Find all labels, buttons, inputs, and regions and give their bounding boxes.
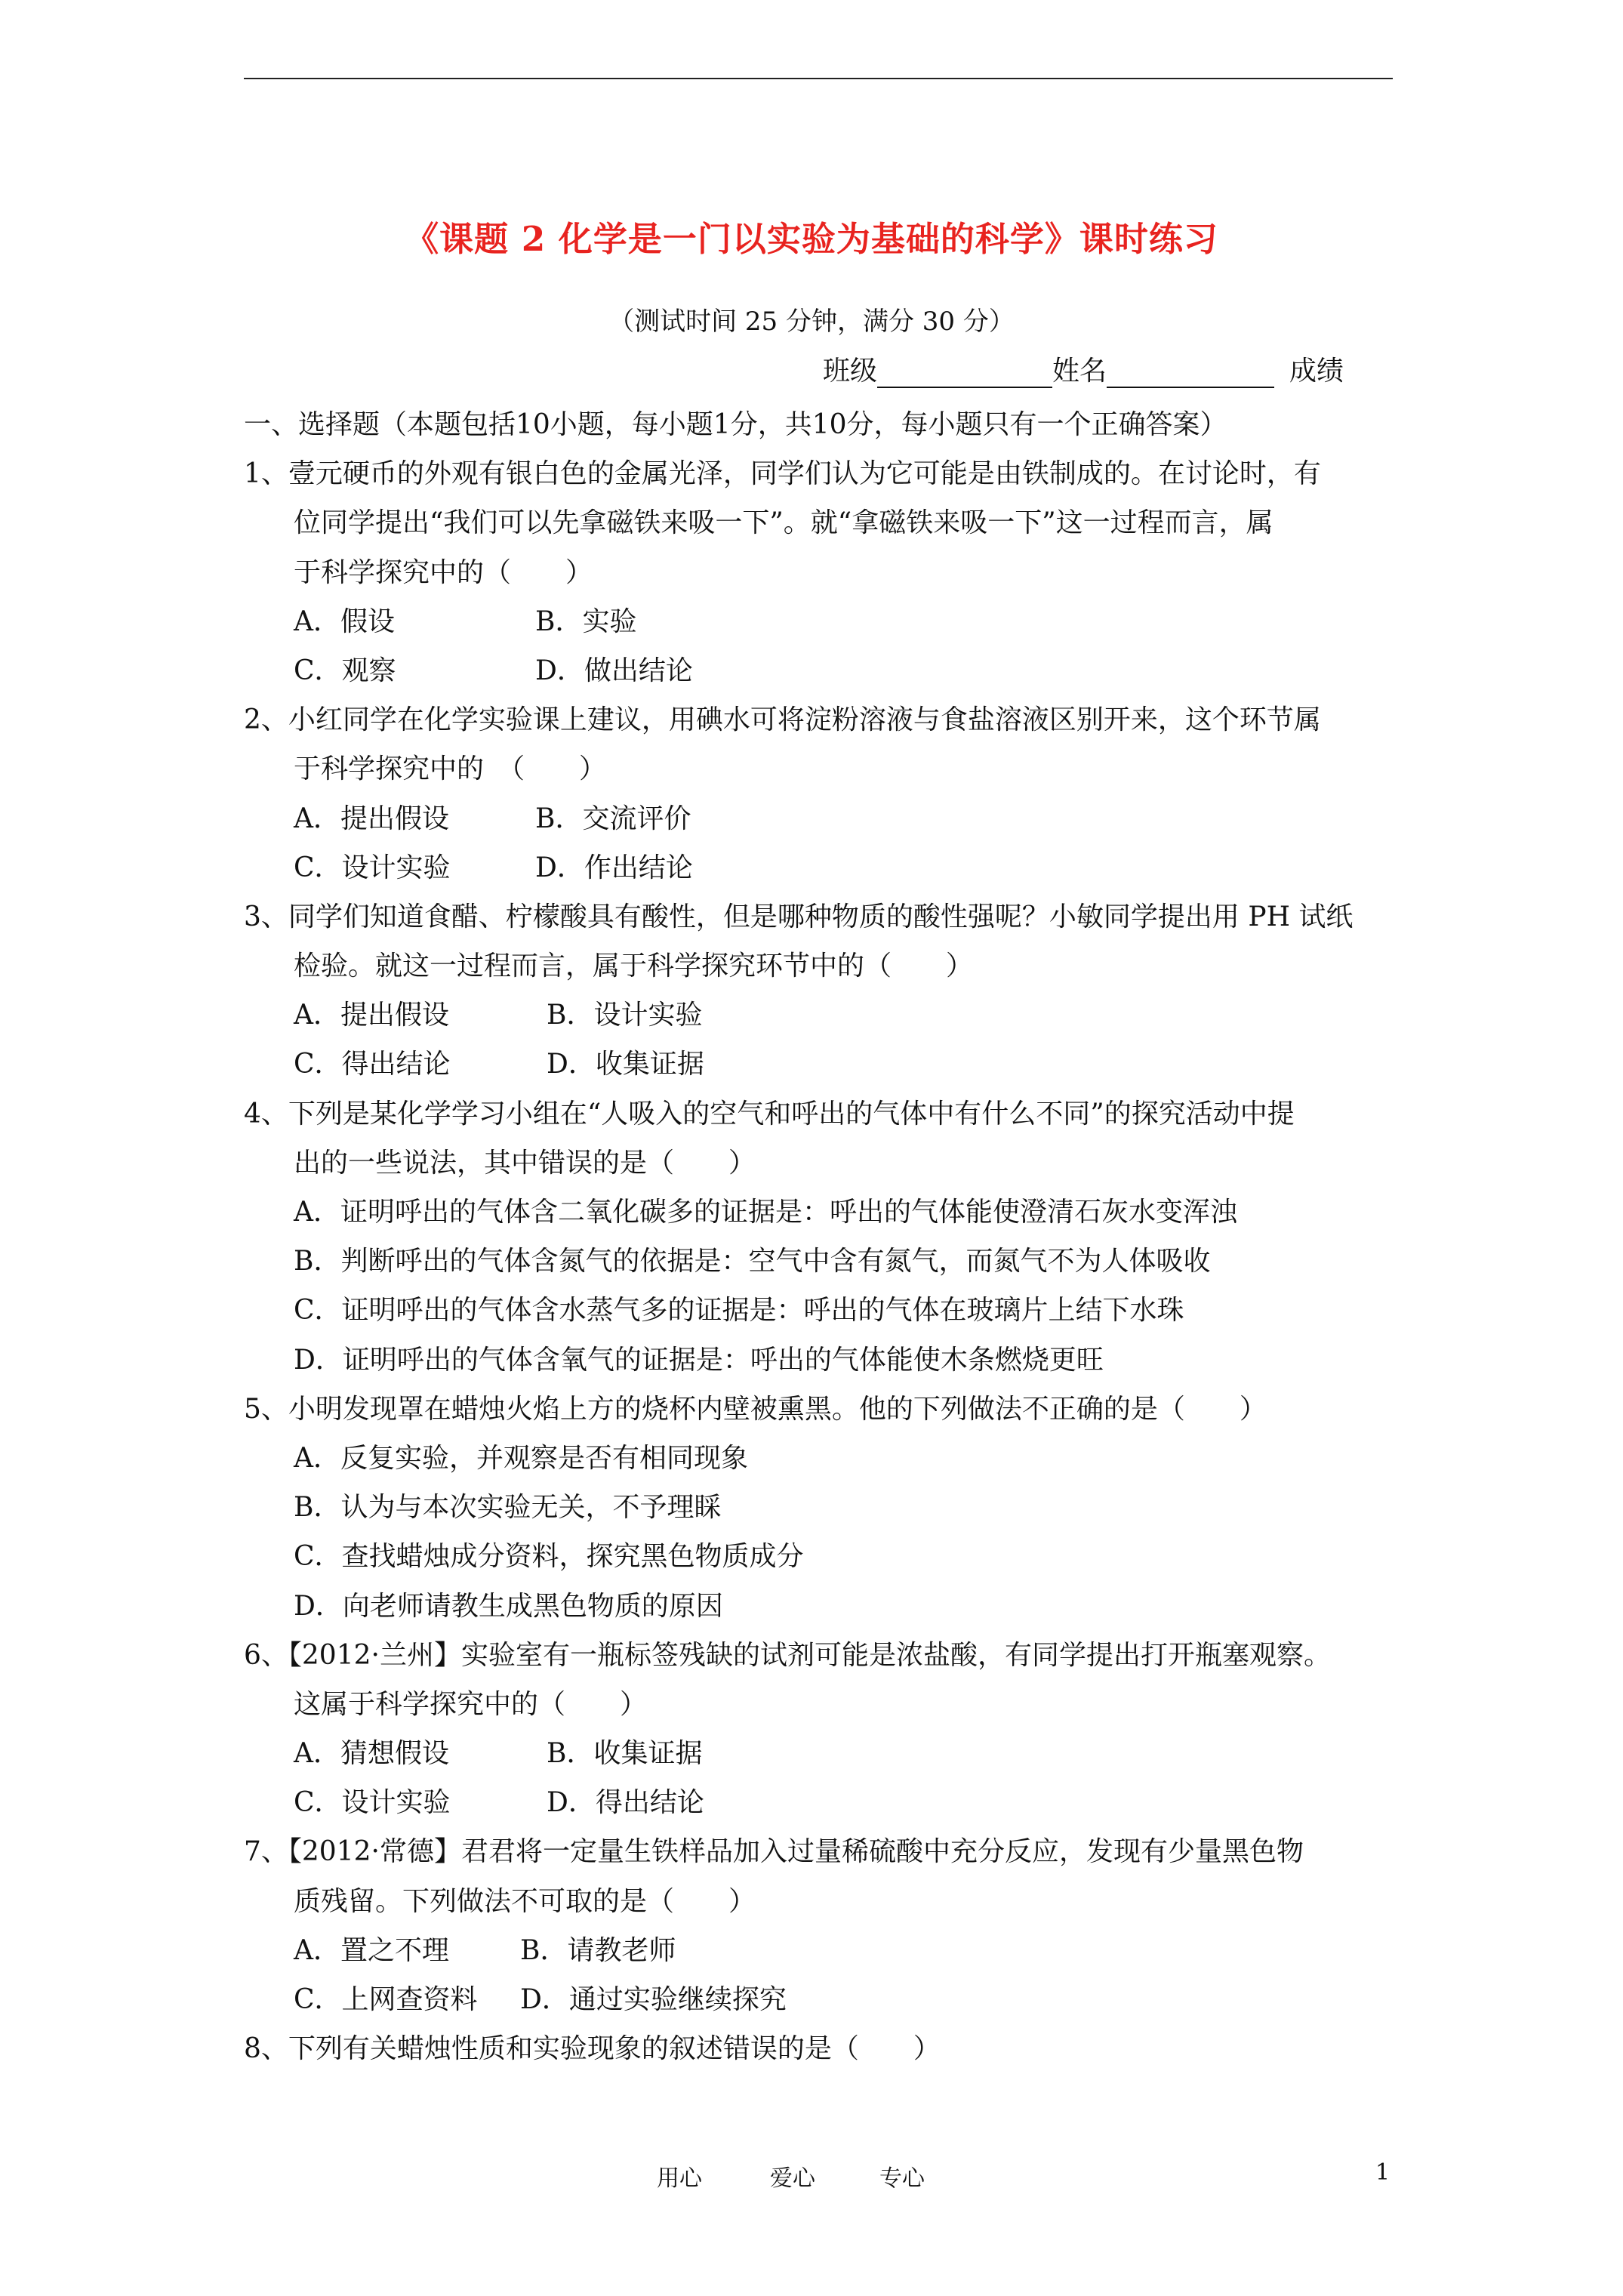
question-text: 于科学探究中的（ ） [294,556,593,588]
option-b: B．设计实验 [547,1000,703,1031]
footer-text-3: 专心 [879,2165,925,2192]
option-b: B．实验 [535,606,637,637]
option-d: D．做出结论 [535,655,693,686]
page-number: 1 [1375,2159,1390,2186]
option-row [244,1040,1395,1089]
option-row [244,1729,1395,1778]
option-row [244,1926,1395,1975]
option-row [244,597,1395,646]
class-blank[interactable] [877,361,1052,388]
name-blank[interactable] [1107,361,1274,388]
question-text: 8、下列有关蜡烛性质和实验现象的叙述错误的是（ ） [244,2033,941,2065]
score-label: 成绩 [1289,356,1344,387]
question-5 [244,1385,1395,1631]
option-row [244,646,1395,695]
option-a: A．假设 [294,606,395,637]
option-b: B．请教老师 [520,1934,676,1966]
option-a: A．提出假设 [294,1000,449,1031]
option-d: D．证明呼出的气体含氧气的证据是：呼出的气体能使木条燃烧更旺 [294,1344,1104,1376]
option-b: B．判断呼出的气体含氮气的依据是：空气中含有氮气，而氮气不为人体吸收 [294,1246,1211,1277]
option-row [244,1778,1395,1827]
option-d: D．向老师请教生成黑色物质的原因 [294,1590,723,1622]
option-row [244,991,1395,1040]
option-c: C．得出结论 [294,1049,451,1080]
option-a: A．置之不理 [294,1934,449,1966]
section-heading: 一、选择题（本题包括10小题，每小题1分，共10分，每小题只有一个正确答案） [244,409,1227,440]
question-2 [244,695,1395,892]
exercise-content [244,400,1395,2073]
option-b: B．交流评价 [535,803,691,834]
page-title: 《课题 2 化学是一门以实验为基础的科学》课时练习 [405,219,1218,259]
question-text: 质残留。下列做法不可取的是（ ） [294,1885,756,1917]
name-label: 姓名 [1052,356,1107,387]
option-c: C．观察 [294,655,396,686]
student-info-line [823,350,1344,388]
option-row [244,843,1395,892]
option-c: C．查找蜡烛成分资料，探究黑色物质成分 [294,1541,804,1573]
class-label: 班级 [823,356,878,387]
option-b: B．收集证据 [547,1738,703,1770]
option-d: D．通过实验继续探究 [520,1984,787,2015]
question-text: 5、小明发现罩在蜡烛火焰上方的烧杯内壁被熏黑。他的下列做法不正确的是（ ） [244,1393,1267,1425]
option-c: C．证明呼出的气体含水蒸气多的证据是：呼出的气体在玻璃片上结下水珠 [294,1295,1184,1327]
question-text: 2、小红同学在化学实验课上建议，用碘水可将淀粉溶液与食盐溶液区别开来，这个环节属 [244,704,1321,736]
question-text: 4、下列是某化学学习小组在“人吸入的空气和呼出的气体中有什么不同”的探究活动中提 [244,1098,1295,1130]
question-text: 6、【2012·兰州】实验室有一瓶标签残缺的试剂可能是浓盐酸，有同学提出打开瓶塞观察。 [244,1639,1331,1671]
question-text: 7、【2012·常德】君君将一定量生铁样品加入过量稀硫酸中充分反应，发现有少量黑色物 [244,1836,1304,1868]
option-a: A．猜想假设 [294,1738,449,1770]
question-text: 位同学提出“我们可以先拿磁铁来吸一下”。就“拿磁铁来吸一下”这一过程而言，属 [294,507,1273,539]
option-a: A．证明呼出的气体含二氧化碳多的证据是：呼出的气体能使澄清石灰水变浑浊 [294,1197,1237,1228]
question-1 [244,449,1395,695]
question-8 [244,2024,1395,2073]
question-4 [244,1089,1395,1385]
question-text: 这属于科学探究中的（ ） [294,1688,648,1720]
header-rule [244,78,1393,79]
option-row [244,1975,1395,2024]
question-text: 3、同学们知道食醋、柠檬酸具有酸性，但是哪种物质的酸性强呢？小敏同学提出用 PH 试纸 [244,901,1354,932]
option-a: A．反复实验，并观察是否有相同现象 [294,1442,748,1474]
option-d: D．得出结论 [547,1787,704,1819]
footer-text-1: 用心 [657,2165,702,2192]
footer-text-2: 爱心 [770,2165,815,2192]
option-c: C．设计实验 [294,852,451,883]
question-3 [244,892,1395,1089]
option-d: D．作出结论 [535,852,693,883]
option-a: A．提出假设 [294,803,449,834]
option-c: C．上网查资料 [294,1984,478,2015]
question-text: 检验。就这一过程而言，属于科学探究环节中的（ ） [294,951,974,982]
option-d: D．收集证据 [547,1049,704,1080]
question-text: 1、壹元硬币的外观有银白色的金属光泽，同学们认为它可能是由铁制成的。在讨论时，有 [244,458,1321,490]
question-text: 出的一些说法，其中错误的是（ ） [294,1147,756,1179]
question-6 [244,1631,1395,1828]
test-info-subtitle: （测试时间 25 分钟，满分 30 分） [608,307,1015,337]
question-text: 于科学探究中的 （ ） [294,754,607,785]
option-row [244,794,1395,843]
question-7 [244,1827,1395,2024]
option-b: B．认为与本次实验无关，不予理睬 [294,1492,722,1524]
option-c: C．设计实验 [294,1787,451,1819]
